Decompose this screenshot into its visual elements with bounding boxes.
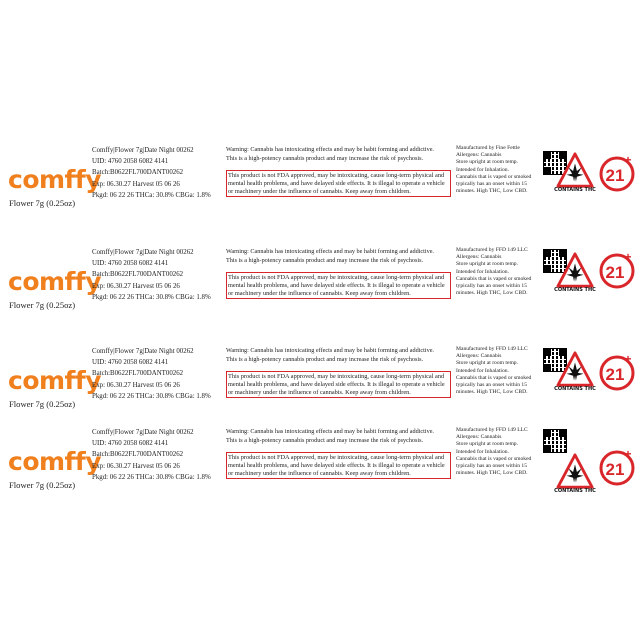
product-line: Comffy|Flower 7g|Date Night 00262 <box>92 147 194 154</box>
batch: Batch:B0622FL700DANT00262 <box>92 169 184 177</box>
age-21-text: 21 <box>605 263 625 282</box>
expiration: Exp: 06.30.27 Harvest 05 06 26 <box>92 282 180 290</box>
product-info <box>92 346 211 402</box>
product-line: Comffy|Flower 7g|Date Night 00262 <box>92 348 194 355</box>
fda-warning-box: This product is not FDA approved, may be intoxicating, cause long-term physical and mental health problems, and have delayed side effects. It is illegal to operate a vehicle or machinery under the influence of cannabis. Keep away from children. <box>226 371 451 398</box>
package-size: Flower 7g (0.25oz) <box>9 300 76 310</box>
onset-info: Cannabis that is vaped or smoked typically has an onset within 15 minutes. High THC, Low CBD. <box>456 374 532 396</box>
uid: UID: 4760 2058 6082 4141 <box>92 359 169 367</box>
contains-thc-warning-icon <box>556 252 594 290</box>
allergens: Allergens: Cannabis <box>456 152 502 159</box>
fda-warning-box: This product is not FDA approved, may be intoxicating, cause long-term physical and mental health problems, and have delayed side effects. It is illegal to operate a vehicle or machinery under the influence of cannabis. Keep away from children. <box>226 452 451 479</box>
storage: Store upright at room temp. <box>456 360 518 367</box>
package-size: Flower 7g (0.25oz) <box>9 399 76 409</box>
packaged: Pkgd: 06 22 26 THCa: 30.8% CBGa: 1.8% <box>92 293 211 301</box>
manufacturer-block <box>456 247 538 297</box>
brand-logo: comffy <box>8 165 102 194</box>
uid: UID: 4760 2058 6082 4141 <box>92 260 169 268</box>
package-size: Flower 7g (0.25oz) <box>9 480 76 490</box>
contains-thc-label: CONTAINS THC <box>554 386 596 392</box>
fda-warning-box: This product is not FDA approved, may be intoxicating, cause long-term physical and mental health problems, and have delayed side effects. It is illegal to operate a vehicle or machinery under the influence of cannabis. Keep away from children. <box>226 272 451 299</box>
product-info <box>92 247 211 303</box>
manufacturer: Manufactured by FFD 149 LLC <box>456 346 528 352</box>
age-21-plus-icon <box>597 250 637 290</box>
batch: Batch:B0622FL700DANT00262 <box>92 370 184 378</box>
expiration: Exp: 06.30.27 Harvest 05 06 26 <box>92 180 180 188</box>
contains-thc-label: CONTAINS THC <box>554 287 596 293</box>
intended-use: Intended for Inhalation. <box>456 448 509 455</box>
warning-block <box>226 346 451 398</box>
intended-use: Intended for Inhalation. <box>456 166 509 173</box>
packaged: Pkgd: 06 22 26 THCa: 30.8% CBGa: 1.8% <box>92 392 211 400</box>
age-21-plus-icon <box>597 153 637 193</box>
product-line: Comffy|Flower 7g|Date Night 00262 <box>92 429 194 436</box>
label-strip-2 <box>0 247 644 343</box>
warning-block <box>226 247 451 299</box>
contains-thc-warning-icon <box>556 453 594 491</box>
warning-block <box>226 145 451 197</box>
warning-line-1: Warning: Cannabis has intoxicating effects and may be habit forming and addictive. <box>226 248 434 255</box>
intended-use: Intended for Inhalation. <box>456 268 509 275</box>
svg-text:+: + <box>624 250 632 264</box>
onset-info: Cannabis that is vaped or smoked typically has an onset within 15 minutes. High THC, Low CBD. <box>456 455 532 477</box>
warning-line-2: This is a high-potency cannabis product and may increase the risk of psychosis. <box>226 155 424 163</box>
manufacturer-block <box>456 145 538 195</box>
manufacturer-block <box>456 427 538 477</box>
uid: UID: 4760 2058 6082 4141 <box>92 440 169 448</box>
batch: Batch:B0622FL700DANT00262 <box>92 451 184 459</box>
product-info <box>92 145 211 201</box>
intended-use: Intended for Inhalation. <box>456 367 509 374</box>
expiration: Exp: 06.30.27 Harvest 05 06 26 <box>92 462 180 470</box>
manufacturer-block <box>456 346 538 396</box>
allergens: Allergens: Cannabis <box>456 353 502 360</box>
qr-code-icon <box>543 429 567 453</box>
contains-thc-label: CONTAINS THC <box>554 187 596 193</box>
onset-info: Cannabis that is vaped or smoked typically has an onset within 15 minutes. High THC, Low CBD. <box>456 275 532 297</box>
svg-text:+: + <box>624 153 632 167</box>
manufacturer: Manufactured by FFD 149 LLC <box>456 427 528 433</box>
expiration: Exp: 06.30.27 Harvest 05 06 26 <box>92 381 180 389</box>
storage: Store upright at room temp. <box>456 159 518 166</box>
allergens: Allergens: Cannabis <box>456 254 502 261</box>
fda-warning-box: This product is not FDA approved, may be intoxicating, cause long-term physical and mental health problems, and have delayed side effects. It is illegal to operate a vehicle or machinery under the influence of cannabis. Keep away from children. <box>226 170 451 197</box>
label-strip-4 <box>0 427 644 523</box>
batch: Batch:B0622FL700DANT00262 <box>92 271 184 279</box>
contains-thc-label: CONTAINS THC <box>554 488 596 494</box>
warning-line-2: This is a high-potency cannabis product and may increase the risk of psychosis. <box>226 437 424 445</box>
storage: Store upright at room temp. <box>456 261 518 268</box>
contains-thc-warning-icon <box>556 351 594 389</box>
uid: UID: 4760 2058 6082 4141 <box>92 158 169 166</box>
warning-line-1: Warning: Cannabis has intoxicating effects and may be habit forming and addictive. <box>226 428 434 435</box>
package-size: Flower 7g (0.25oz) <box>9 198 76 208</box>
manufacturer: Manufactured by Fine Fettle <box>456 145 520 151</box>
product-info <box>92 427 211 483</box>
contains-thc-warning-icon <box>556 152 594 190</box>
label-strip-1 <box>0 145 644 241</box>
warning-line-1: Warning: Cannabis has intoxicating effects and may be habit forming and addictive. <box>226 146 434 153</box>
age-21-plus-icon <box>597 447 637 487</box>
age-21-text: 21 <box>605 460 625 479</box>
brand-logo: comffy <box>8 366 102 395</box>
manufacturer: Manufactured by FFD 149 LLC <box>456 247 528 253</box>
brand-logo: comffy <box>8 447 102 476</box>
age-21-text: 21 <box>605 365 625 384</box>
product-line: Comffy|Flower 7g|Date Night 00262 <box>92 249 194 256</box>
age-21-plus-icon <box>597 352 637 392</box>
allergens: Allergens: Cannabis <box>456 434 502 441</box>
brand-logo: comffy <box>8 267 102 296</box>
svg-text:+: + <box>624 352 632 366</box>
warning-block <box>226 427 451 479</box>
svg-text:+: + <box>624 447 632 461</box>
packaged: Pkgd: 06 22 26 THCa: 30.8% CBGa: 1.8% <box>92 473 211 481</box>
warning-line-2: This is a high-potency cannabis product and may increase the risk of psychosis. <box>226 257 424 265</box>
warning-line-2: This is a high-potency cannabis product and may increase the risk of psychosis. <box>226 356 424 364</box>
warning-line-1: Warning: Cannabis has intoxicating effects and may be habit forming and addictive. <box>226 347 434 354</box>
age-21-text: 21 <box>605 166 625 185</box>
storage: Store upright at room temp. <box>456 441 518 448</box>
packaged: Pkgd: 06 22 26 THCa: 30.8% CBGa: 1.8% <box>92 191 211 199</box>
onset-info: Cannabis that is vaped or smoked typically has an onset within 15 minutes. High THC, Low CBD. <box>456 173 532 195</box>
